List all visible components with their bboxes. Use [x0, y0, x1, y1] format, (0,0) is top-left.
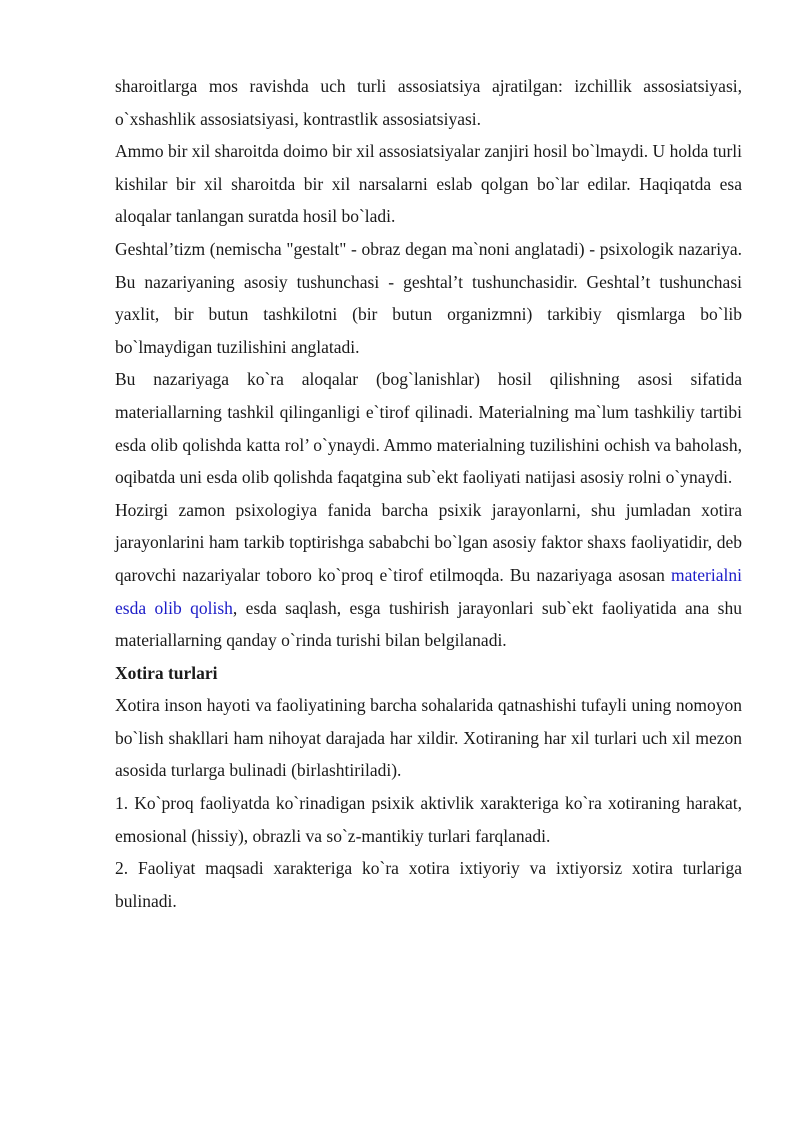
paragraph-gestaltism: Geshtal’tizm (nemischa "gestalt" - obraz degan ma`noni anglatadi) - psixologik nazariya. Bu nazariyaning asosiy tushunchasi - geshtal’t tushunchasidir. Geshtal’t tushunchasi yaxlit, bir butun tashkilotni (bir butun organizmni) tarkibiy qismlarga bo`lib bo`lmaydigan tuzilishini anglatadi. [115, 238, 742, 357]
paragraph-memory-intro: Xotira inson hayoti va faoliyatining barcha sohalarida qatnashishi tufayli uning nomoyon bo`lish shakllari ham nihoyat darajada har xildir. Xotiraning har xil turlari uch xil mezon asosida turlarga bulinadi (birlashtiriladi). [115, 695, 742, 781]
paragraph-modern-end: , esda saqlash, esga tushirish jarayonlari sub`ekt faoliyatida ana shu materiallarning qanday o`rinda turishi bilan belgilanadi. [115, 597, 742, 651]
paragraph-associations-tail: sharoitlarga mos ravishda uch turli assosiatsiya ajratilgan: izchillik assosiatsiyasi, o`xshashlik assosiatsiyasi, kontrastlik assosiatsiyasi. [115, 76, 742, 129]
paragraph-modern-start: Hozirgi zamon psixologiya fanida barcha psixik jarayonlarni, shu jumladan xotira jarayonlarini ham tarkib toptirishga sababchi bo`lgan asosiy faktor shaxs faoliyatidir, deb qarovchi nazariyalar toboro ko`proq e`tirof etilmoqda. Bu nazariyaga asosan [115, 499, 742, 585]
list-item-1: 1. Ko`proq faoliyatda ko`rinadigan psixik aktivlik xarakteriga ko`ra xotiraning harakat, emosional (hissiy), obrazli va so`z-mantikiy turlari farqlanadi. [115, 793, 742, 846]
list-item-2: 2. Faoliyat maqsadi xarakteriga ko`ra xotira ixtiyoriy va ixtiyorsiz xotira turlariga bulinadi. [115, 858, 742, 911]
paragraph-gestalt-theory: Bu nazariyaga ko`ra aloqalar (bog`lanishlar) hosil qilishning asosi sifatida materiallarning tashkil qilinganligi e`tirof qilinadi. Materialning ma`lum tashkiliy tartibi esda olib qolishda katta rol’ o`ynaydi. Ammo materialning tuzilishini ochish va baholash, oqibatda uni esda olib qolishda faqatgina sub`ekt faoliyati natijasi asosiy rolni o`ynaydi. [115, 369, 742, 488]
materialni-esda-olib-qolish-link[interactable]: materialni esda olib qolish [115, 564, 742, 618]
document-page [115, 70, 742, 917]
section-heading-memory-types: Xotira turlari [115, 662, 218, 683]
paragraph-modern-theories [115, 494, 742, 657]
paragraph-association-chain: Ammo bir xil sharoitda doimo bir xil assosiatsiyalar zanjiri hosil bo`lmaydi. U holda turli kishilar bir xil sharoitda bir xil narsalarni eslab qolgan bo`lar edilar. Haqiqatda esa aloqalar tanlangan suratda hosil bo`ladi. [115, 141, 742, 227]
